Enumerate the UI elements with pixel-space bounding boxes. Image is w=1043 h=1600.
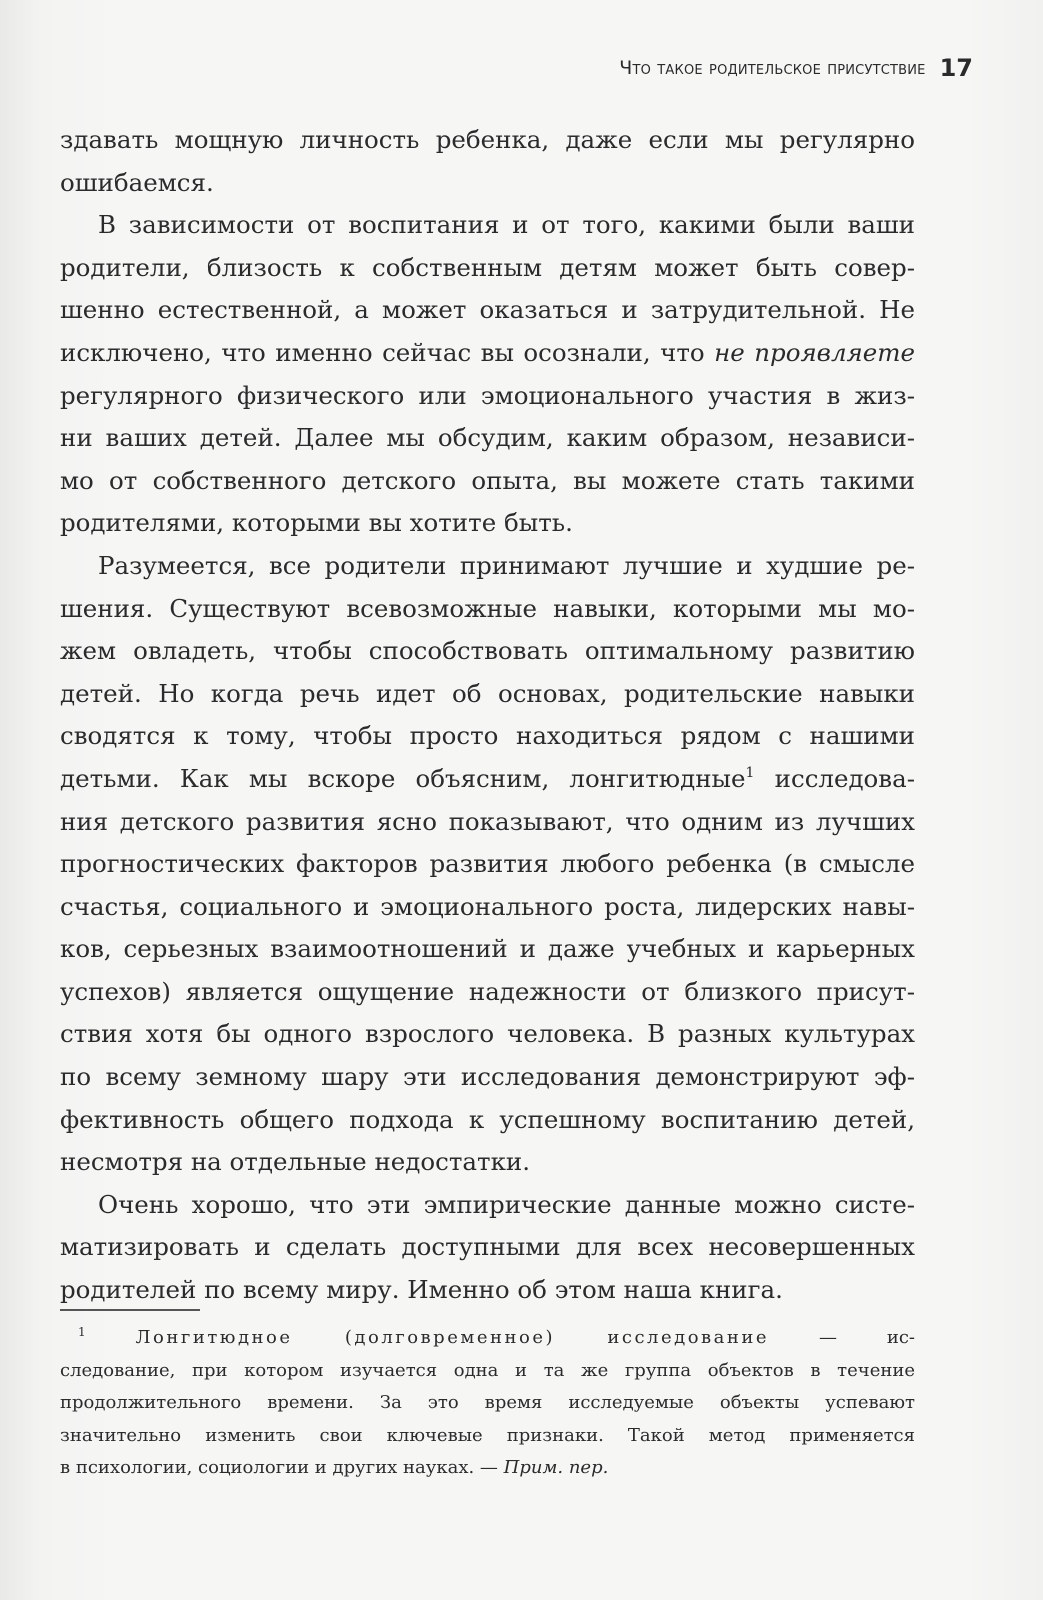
text-line: здавать мощную личность ребенка, даже если мы регулярно bbox=[60, 125, 915, 154]
text-line: по всему земному шару эти исследования демонстрируют эф- bbox=[60, 1062, 915, 1092]
text-line: родителями, которыми вы хотите быть. bbox=[60, 508, 573, 538]
text-line: ствия хотя бы одного взрослого человека. В разных культурах bbox=[60, 1019, 915, 1049]
text-line: ков, серьезных взаимоотношений и даже учебных и карьерных bbox=[60, 934, 915, 964]
text-line: сводятся к тому, чтобы просто находиться рядом с нашими bbox=[60, 721, 915, 751]
text-line: ошибаемся. bbox=[60, 167, 214, 197]
text-line: Разумеется, все родители принимают лучшие и худшие ре- bbox=[98, 550, 915, 580]
footnote-line: значительно изменить свои ключевые признаки. Такой метод применяется bbox=[60, 1424, 915, 1446]
text-line: регулярного физического или эмоционального участия в жиз- bbox=[60, 380, 915, 410]
text-line: шения. Существуют всевозможные навыки, которыми мы мо- bbox=[60, 593, 915, 623]
body-text bbox=[60, 119, 915, 1312]
text-fragment: исключено, что именно сейчас вы осознали, что bbox=[60, 337, 705, 367]
text-line: В зависимости от воспитания и от того, какими были ваши bbox=[98, 210, 915, 240]
text-fragment: в психологии, социологии и других науках. — bbox=[60, 1457, 498, 1478]
emphasis-text: не проявляете bbox=[714, 337, 915, 367]
footnote-line bbox=[60, 1452, 915, 1485]
text-fragment: исследова- bbox=[774, 763, 915, 793]
text-fragment: детьми. Как мы вскоре объясним, лонгитюдные bbox=[60, 763, 746, 793]
text-line: родителей по всему миру. Именно об этом наша книга. bbox=[60, 1275, 783, 1305]
text-line: родители, близость к собственным детям может быть совер- bbox=[60, 252, 915, 282]
text-line: матизировать и сделать доступными для всех несовершенных bbox=[60, 1232, 915, 1262]
footnote-reference[interactable]: 1 bbox=[745, 764, 755, 781]
text-fragment: — ис- bbox=[818, 1327, 915, 1348]
running-head bbox=[60, 54, 973, 82]
footnote-term: Лонгитюдное (долговременное) исследование bbox=[135, 1327, 770, 1348]
text-line: мо от собственного детского опыта, вы можете стать такими bbox=[60, 465, 915, 495]
text-line: прогностических факторов развития любого ребенка (в смысле bbox=[60, 849, 915, 879]
footnote-line: следование, при котором изучается одна и та же группа объектов в течение bbox=[60, 1359, 915, 1381]
page-number: 17 bbox=[939, 54, 973, 82]
text-line: ни ваших детей. Далее мы обсудим, каким образом, независи- bbox=[60, 423, 915, 453]
footnote-divider bbox=[60, 1309, 200, 1311]
translator-note: Прим. пер. bbox=[503, 1457, 609, 1478]
text-line: несмотря на отдельные недостатки. bbox=[60, 1147, 530, 1177]
text-line: шенно естественной, а может оказаться и затрудительной. Не bbox=[60, 295, 915, 325]
text-line: успехов) является ощущение надежности от близкого присут- bbox=[60, 976, 915, 1006]
text-line: счастья, социального и эмоционального роста, лидерских навы- bbox=[60, 891, 915, 921]
text-line: детей. Но когда речь идет об основах, родительские навыки bbox=[60, 678, 915, 708]
text-line: жем овладеть, чтобы способствовать оптимальному развитию bbox=[60, 636, 915, 666]
text-line: ния детского развития ясно показывают, что одним из лучших bbox=[60, 806, 915, 836]
text-line: Очень хорошо, что эти эмпирические данные можно систе- bbox=[98, 1189, 915, 1219]
text-line: фективность общего подхода к успешному воспитанию детей, bbox=[60, 1104, 915, 1134]
footnote-line bbox=[60, 1322, 915, 1355]
footnote bbox=[60, 1322, 915, 1485]
text-line bbox=[60, 758, 915, 801]
footnote-line: продолжительного времени. За это время исследуемые объекты успевают bbox=[60, 1392, 915, 1413]
footnote-marker: 1 bbox=[78, 1325, 86, 1339]
text-line bbox=[60, 332, 915, 375]
running-title: Что такое родительское присутствие bbox=[619, 57, 926, 79]
